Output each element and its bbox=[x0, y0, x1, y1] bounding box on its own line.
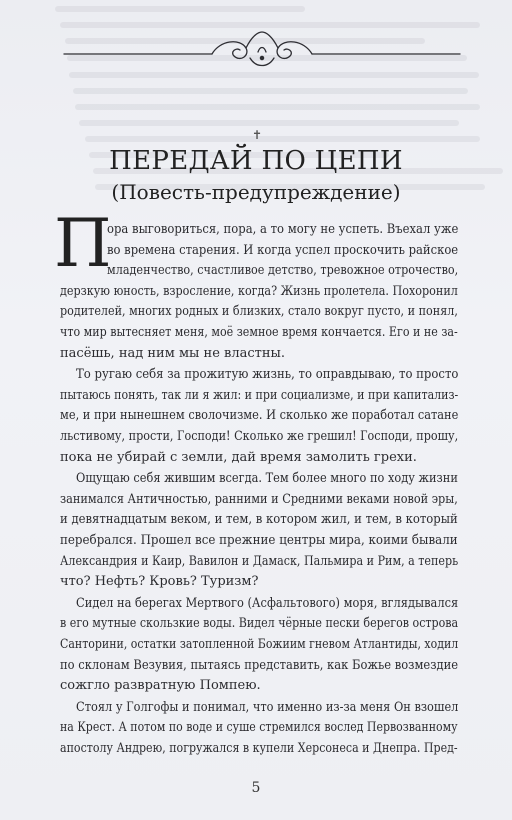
text-line: перебрался. Прошел все прежние центры мира, коими бывали bbox=[60, 533, 458, 548]
scroll-ornament bbox=[62, 28, 462, 72]
bleed-line bbox=[55, 6, 305, 12]
text-line: сожгло развратную Помпею. bbox=[60, 678, 261, 694]
text-line: То ругаю себя за прожитую жизнь, то оправдываю, то просто bbox=[76, 367, 459, 383]
text-line: на Крест. А потом по воде и суше стремился вослед Первозванному bbox=[60, 720, 458, 736]
text-line: занимался Античностью, ранними и Средними веками новой эры, bbox=[60, 491, 458, 507]
bleed-line bbox=[69, 72, 479, 78]
text-line: и девятнадцатым веком, и тем, в котором жил, и тем, в который bbox=[60, 512, 458, 528]
text-line: пока не убирай с земли, дай время замолить грехи. bbox=[60, 449, 417, 465]
chapter-subtitle: (Повесть-предупреждение) bbox=[111, 180, 401, 204]
bleed-line bbox=[85, 136, 480, 142]
text-line: Санторини, остатки затопленной Божиим гневом Атлантиды, ходил bbox=[60, 637, 459, 652]
drop-cap: П bbox=[54, 205, 112, 282]
chapter-title: ПЕРЕДАЙ ПО ЦЕПИ bbox=[109, 146, 403, 176]
text-line: Александрия и Каир, Вавилон и Дамаск, Пальмира и Рим, а теперь bbox=[60, 553, 459, 569]
text-line: пасёшь, над ним мы не властны. bbox=[60, 345, 285, 361]
text-line: ора выговориться, пора, а то могу не успеть. Въехал уже bbox=[107, 222, 459, 237]
text-line: Сидел на берегах Мертвого (Асфальтового) моря, вглядывался bbox=[76, 595, 459, 611]
text-line: льстивому, прости, Господи! Сколько же грешил! Господи, прошу, bbox=[60, 429, 459, 444]
text-line: Стоял у Голгофы и понимал, что именно из-за меня Он взошел bbox=[76, 699, 459, 715]
cross-icon: ✝ bbox=[252, 128, 263, 142]
bleed-line bbox=[73, 88, 468, 94]
text-line: во времена старения. И когда успел проскочить райское bbox=[107, 242, 459, 258]
text-line: родителей, многих родных и близких, стало вокруг пусто, и понял, bbox=[60, 304, 458, 320]
text-line: пытаюсь понять, так ли я жил: и при социализме, и при капитализ- bbox=[60, 387, 459, 403]
text-line: младенчество, счастливое детство, тревожное отрочество, bbox=[107, 263, 459, 279]
text-line: Ощущаю себя жившим всегда. Тем более много по ходу жизни bbox=[76, 471, 458, 487]
page-number: 5 bbox=[251, 780, 261, 796]
bleed-line bbox=[75, 104, 480, 110]
text-line: что мир вытесняет меня, моё земное время кончается. Его и не за- bbox=[60, 325, 458, 340]
text-line: дерзкую юность, взросление, когда? Жизнь пролетела. Похоронил bbox=[60, 283, 458, 299]
text-line: апостолу Андрею, погружался в купели Херсонеса и Днепра. Пред- bbox=[60, 741, 458, 756]
text-line: ме, и при нынешнем сволочизме. И сколько же поработал сатане bbox=[60, 408, 459, 424]
bleed-line bbox=[79, 120, 459, 126]
text-line: что? Нефть? Кровь? Туризм? bbox=[60, 574, 259, 590]
text-line: по склонам Везувия, пытаясь представить, как Божье возмездие bbox=[60, 657, 459, 673]
text-line: в его мутные скользкие воды. Видел чёрные пески берегов острова bbox=[60, 616, 459, 632]
